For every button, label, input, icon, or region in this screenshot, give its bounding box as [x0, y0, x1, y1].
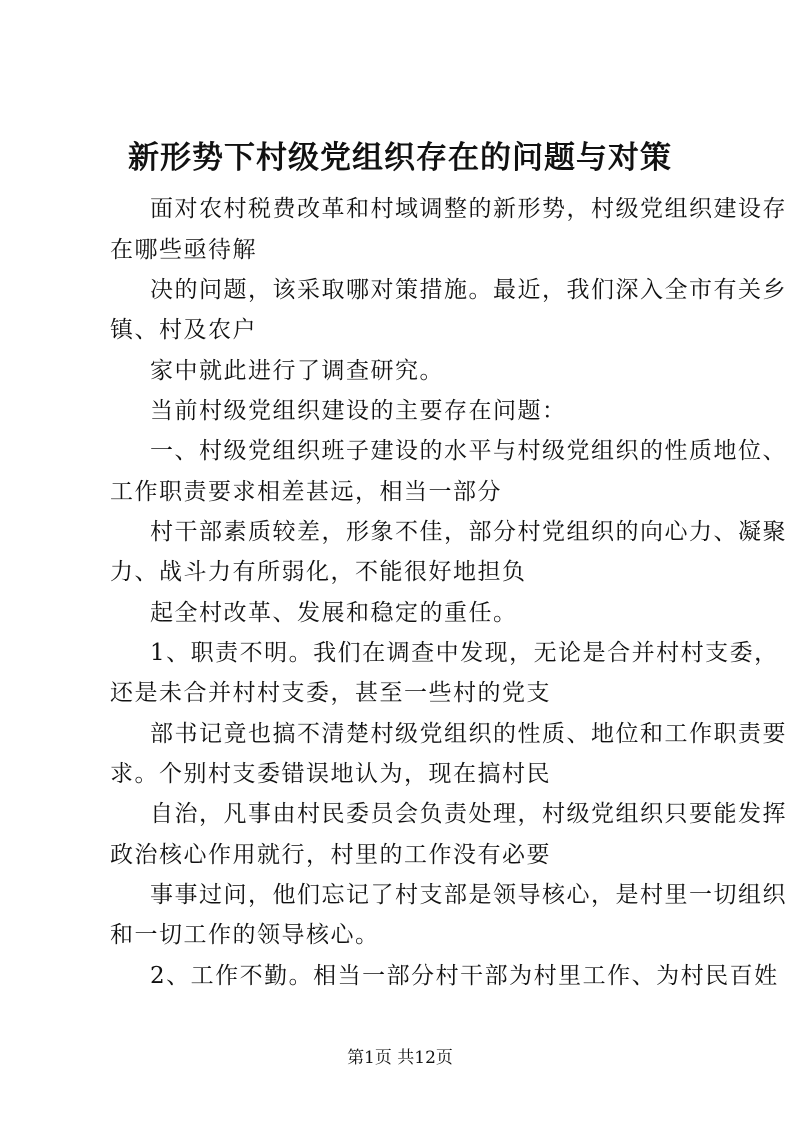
paragraph-line: 镇、村及农户	[110, 317, 257, 343]
paragraph-line: 家中就此进行了调查研究。	[150, 358, 444, 384]
paragraph-line: 当前村级党组织建设的主要存在问题：	[150, 398, 567, 424]
paragraph-line: 还是未合并村村支委，甚至一些村的党支	[110, 680, 551, 706]
paragraph-line: 起全村改革、发展和稳定的重任。	[150, 600, 518, 626]
paragraph-line: 部书记竟也搞不清楚村级党组织的性质、地位和工作职责要	[150, 721, 787, 747]
paragraph-line: 一、村级党组织班子建设的水平与村级党组织的性质地位、	[150, 438, 787, 464]
paragraph-line: 工作职责要求相差甚远，相当一部分	[110, 479, 502, 505]
paragraph-line: 政治核心作用就行，村里的工作没有必要	[110, 842, 551, 868]
paragraph-line: 面对农村税费改革和村域调整的新形势，村级党组织建设存	[150, 196, 787, 222]
paragraph-line: 力、战斗力有所弱化，不能很好地担负	[110, 559, 527, 585]
paragraph-line: 事事过问，他们忘记了村支部是领导核心，是村里一切组织	[150, 882, 787, 908]
paragraph-line: 自治，凡事由村民委员会负责处理，村级党组织只要能发挥	[150, 801, 787, 827]
paragraph-line: 1、职责不明。我们在调查中发现，无论是合并村村支委，	[150, 640, 779, 666]
paragraph-line: 求。个别村支委错误地认为，现在搞村民	[110, 761, 551, 787]
paragraph-line: 决的问题，该采取哪对策措施。最近，我们深入全市有关乡	[150, 277, 787, 303]
paragraph-line: 村干部素质较差，形象不佳，部分村党组织的向心力、凝聚	[150, 519, 787, 545]
paragraph-line: 2、工作不勤。相当一部分村干部为村里工作、为村民百姓	[150, 963, 779, 989]
page-footer: 第1页 共12页	[347, 1048, 453, 1068]
paragraph-line: 和一切工作的领导核心。	[110, 922, 380, 948]
document-title: 新形势下村级党组织存在的问题与对策	[128, 140, 672, 176]
paragraph-line: 在哪些亟待解	[110, 237, 257, 263]
